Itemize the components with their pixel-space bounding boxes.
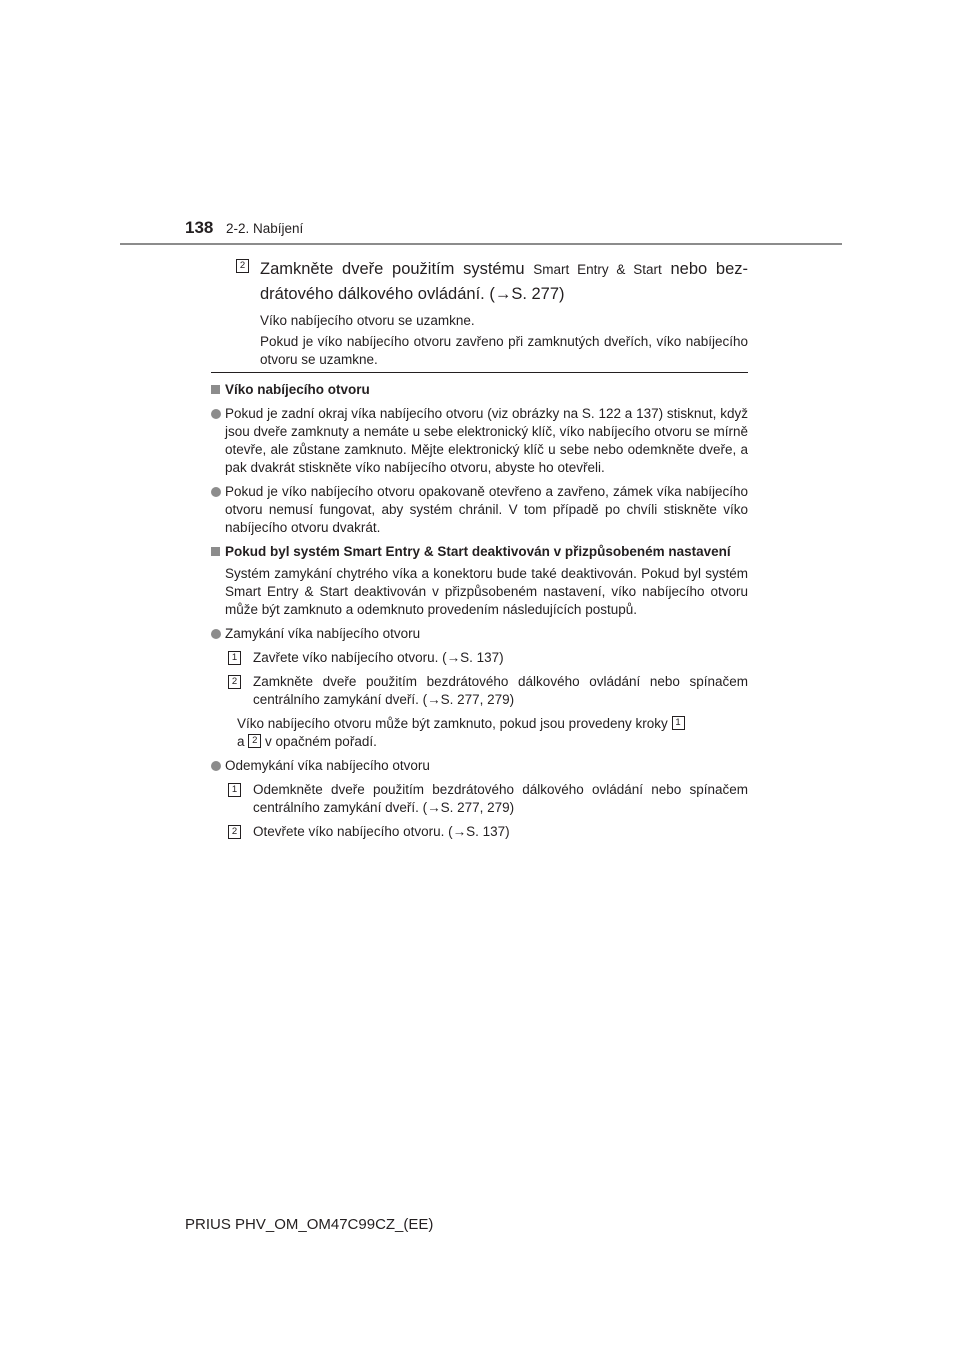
bullet-text: Odemykání víka nabíjecího otvoru [225,758,430,773]
main-step-system-name: Smart Entry & Start [533,262,662,277]
heading-square-icon [211,385,220,394]
step-ref-box: 1 [672,716,685,730]
bullet-dot-icon [211,629,221,639]
sub-step [211,781,748,817]
bullet-item [211,405,748,477]
notes-section [211,381,748,841]
bullet-item [211,625,748,643]
notes-divider [211,372,748,373]
main-step-text-a: Zamkněte dveře použitím systému [260,260,534,278]
sub-note-text: a [237,734,249,749]
step-number-box: 2 [236,259,249,273]
document-id: PRIUS PHV_OM_OM47C99CZ_(EE) [185,1216,434,1233]
step-ref-box: 2 [248,734,261,748]
page-number: 138 [185,218,214,237]
section-title: 2-2. Nabíjení [226,221,304,236]
bullet-item [211,483,748,537]
heading-square-icon [211,547,220,556]
bullet-dot-icon [211,487,221,497]
step-number-box: 1 [228,651,241,665]
heading-charging-lid [211,381,748,399]
step-number-box: 2 [228,825,241,839]
sub-note-text: v opačném pořadí. [261,734,377,749]
sub-step [211,673,748,709]
main-step-note-1: Víko nabíjecího otvoru se uzamkne. [260,313,475,328]
main-step-text-c: nebo bezdrátového dálkového ovládání. (→S. 277) [260,260,749,303]
main-step-text [260,257,748,306]
heading-smart-entry-deactivated [211,543,748,561]
paragraph: Systém zamykání chytrého víka a konektoru bude také deaktivován. Pokud byl systém Smart Entry & Start deaktivován v přizpůsobeném nastavení, víko nabíjecího otvoru může být zamknuto a odemknuto provedením následujících postupů. [225,566,748,617]
sub-step [211,649,748,667]
heading-text: Pokud byl systém Smart Entry & Start deaktivován v přizpůsobeném nastavení [225,544,731,559]
step-number-box: 2 [228,675,241,689]
bullet-dot-icon [211,761,221,771]
sub-step-text: Zamkněte dveře použitím bezdrátového dálkového ovládání nebo spínačem centrálního zamykání dveří. (→S. 277, 279) [253,674,748,707]
step-number-box: 1 [228,783,241,797]
heading-text: Víko nabíjecího otvoru [225,382,370,397]
bullet-text: Zamykání víka nabíjecího otvoru [225,626,421,641]
sub-step-text: Otevřete víko nabíjecího otvoru. (→S. 137) [253,824,510,839]
sub-step-text: Odemkněte dveře použitím bezdrátového dálkového ovládání nebo spínačem centrálního zamykání dveří. (→S. 277, 279) [253,782,748,815]
sub-note-text: Víko nabíjecího otvoru může být zamknuto, pokud jsou provedeny kroky [237,716,672,731]
bullet-text: Pokud je víko nabíjecího otvoru opakovaně otevřeno a zavřeno, zámek víka nabíjecího otvoru nemusí fungovat, aby systém chránil. V tom případě po chvíli stiskněte víko nabíjecího otvoru dvakrát. [225,484,748,535]
sub-step-text: Zavřete víko nabíjecího otvoru. (→S. 137) [253,650,504,665]
sub-note [211,715,748,751]
header-divider [120,243,842,245]
bullet-item [211,757,748,775]
bullet-text: Pokud je zadní okraj víka nabíjecího otvoru (viz obrázky na S. 122 a 137) stisknut, když jsou dveře zamknuty a nemáte u sebe elektronický klíč, víko nabíjecího otvoru se mírně otevře, ale zůstane zamknuto. Mějte elektronický klíč u sebe nebo odemkněte dveře, a pak dvakrát stiskněte víko nabíjecího otvoru, abyste ho otevřeli. [225,406,749,475]
main-step [236,257,748,369]
bullet-dot-icon [211,409,221,419]
sub-step [211,823,748,841]
main-step-note-2: Pokud je víko nabíjecího otvoru zavřeno při zamknutých dveřích, víko nabíjecího otvoru se uzamkne. [260,334,748,367]
